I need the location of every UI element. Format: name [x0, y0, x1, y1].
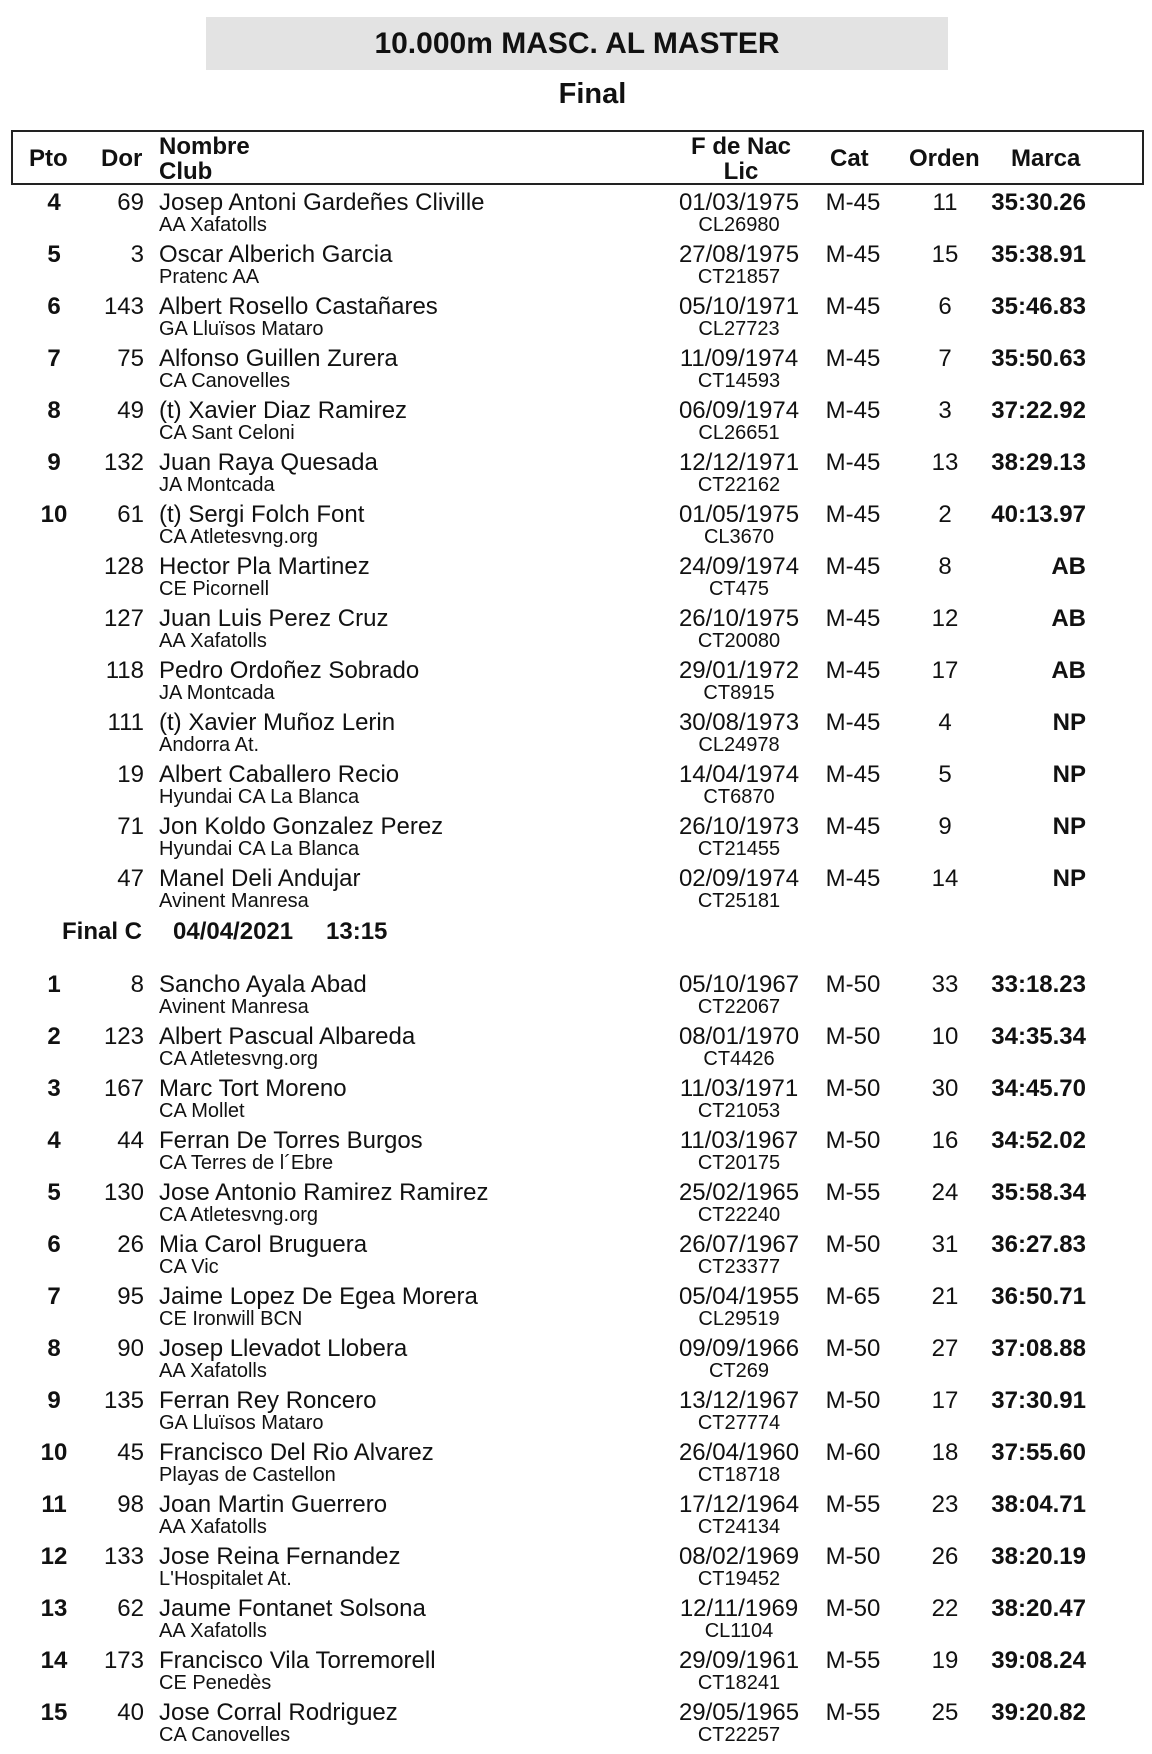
table-row	[0, 1647, 1152, 1699]
birth-date: 05/10/1971	[678, 293, 800, 320]
athlete-name: (t) Xavier Muñoz Lerin	[159, 709, 396, 736]
category: M-45	[825, 709, 881, 736]
category: M-50	[825, 1387, 881, 1414]
club-name: CA Vic	[159, 1256, 219, 1278]
category: M-45	[825, 553, 881, 580]
athlete-name: (t) Xavier Diaz Ramirez	[159, 397, 408, 424]
athlete-name: Jose Reina Fernandez	[159, 1543, 401, 1570]
athlete-name: Juan Luis Perez Cruz	[159, 605, 389, 632]
dor: 8	[130, 971, 144, 998]
club-name: CA Terres de l´Ebre	[159, 1152, 334, 1174]
license: CL3670	[703, 526, 775, 548]
license: CT21857	[697, 266, 781, 288]
category: M-45	[825, 397, 881, 424]
dor: 143	[103, 293, 144, 320]
category: M-55	[825, 1647, 881, 1674]
pto: 7	[47, 1283, 61, 1310]
club-name: CA Atletesvng.org	[159, 1204, 318, 1226]
order: 13	[931, 449, 959, 476]
pto: 3	[47, 1075, 61, 1102]
athlete-name: Ferran Rey Roncero	[159, 1387, 377, 1414]
license: CT18718	[697, 1464, 781, 1486]
category: M-50	[825, 971, 881, 998]
category: M-50	[825, 1231, 881, 1258]
license: CT8915	[703, 682, 775, 704]
order: 5	[938, 761, 952, 788]
license: CL24978	[698, 734, 780, 756]
category: M-45	[825, 657, 881, 684]
athlete-name: Joan Martin Guerrero	[159, 1491, 388, 1518]
license: CT24134	[697, 1516, 781, 1538]
birth-date: 02/09/1974	[678, 865, 800, 892]
column-orden: Orden	[909, 145, 980, 172]
club-name: CE Penedès	[159, 1672, 272, 1694]
license: CT21455	[697, 838, 781, 860]
mark: 37:22.92	[991, 397, 1086, 424]
pto: 9	[47, 1387, 61, 1414]
pto: 4	[47, 189, 61, 216]
dor: 123	[103, 1023, 144, 1050]
page-subtitle: Final	[558, 78, 627, 110]
category: M-45	[825, 293, 881, 320]
birth-date: 29/01/1972	[678, 657, 800, 684]
dor: 167	[103, 1075, 144, 1102]
table-row	[0, 293, 1152, 345]
birth-date: 05/04/1955	[678, 1283, 800, 1310]
athlete-name: Francisco Vila Torremorell	[159, 1647, 436, 1674]
club-name: Hyundai CA La Blanca	[159, 786, 360, 808]
license: CT25181	[697, 890, 781, 912]
table-row	[0, 1179, 1152, 1231]
club-name: CE Ironwill BCN	[159, 1308, 303, 1330]
table-row	[0, 971, 1152, 1023]
dor: 130	[103, 1179, 144, 1206]
mark: 40:13.97	[991, 501, 1086, 528]
birth-date: 01/05/1975	[678, 501, 800, 528]
pto: 9	[47, 449, 61, 476]
mark: 36:27.83	[991, 1231, 1086, 1258]
category: M-60	[825, 1439, 881, 1466]
order: 12	[931, 605, 959, 632]
mark: NP	[1052, 709, 1086, 736]
club-name: Hyundai CA La Blanca	[159, 838, 360, 860]
birth-date: 14/04/1974	[678, 761, 800, 788]
dor: 173	[103, 1647, 144, 1674]
table-row	[0, 1335, 1152, 1387]
club-name: AA Xafatolls	[159, 630, 267, 652]
category: M-50	[825, 1023, 881, 1050]
pto: 10	[40, 501, 68, 528]
order: 16	[931, 1127, 959, 1154]
order: 2	[938, 501, 952, 528]
pto: 2	[47, 1023, 61, 1050]
birth-date: 12/11/1969	[679, 1595, 799, 1622]
section-date: 04/04/2021	[173, 918, 294, 945]
table-row	[0, 1023, 1152, 1075]
dor: 26	[117, 1231, 144, 1258]
order: 27	[931, 1335, 959, 1362]
club-name: CA Canovelles	[159, 1724, 291, 1746]
column-marca: Marca	[1011, 145, 1081, 172]
license: CL26980	[698, 214, 780, 236]
table-row	[0, 553, 1152, 605]
order: 8	[938, 553, 952, 580]
category: M-45	[825, 865, 881, 892]
dor: 49	[117, 397, 144, 424]
section-header	[0, 918, 1152, 948]
table-row	[0, 605, 1152, 657]
dor: 90	[117, 1335, 144, 1362]
order: 17	[931, 657, 959, 684]
dor: 133	[103, 1543, 144, 1570]
athlete-name: (t) Sergi Folch Font	[159, 501, 365, 528]
birth-date: 26/04/1960	[678, 1439, 800, 1466]
column-club: Club	[159, 158, 213, 185]
table-row	[0, 1127, 1152, 1179]
club-name: Andorra At.	[159, 734, 260, 756]
club-name: CA Canovelles	[159, 370, 291, 392]
athlete-name: Albert Rosello Castañares	[159, 293, 438, 320]
category: M-55	[825, 1491, 881, 1518]
mark: 34:35.34	[991, 1023, 1086, 1050]
table-row	[0, 1075, 1152, 1127]
birth-date: 24/09/1974	[678, 553, 800, 580]
category: M-45	[825, 605, 881, 632]
license: CT4426	[703, 1048, 775, 1070]
order: 21	[931, 1283, 959, 1310]
club-name: AA Xafatolls	[159, 1516, 267, 1538]
mark: NP	[1052, 813, 1086, 840]
category: M-65	[825, 1283, 881, 1310]
mark: 35:38.91	[991, 241, 1086, 268]
mark: 34:52.02	[991, 1127, 1086, 1154]
pto: 11	[41, 1491, 67, 1518]
mark: AB	[1051, 553, 1086, 580]
license: CT269	[708, 1360, 770, 1382]
license: CT20175	[697, 1152, 781, 1174]
mark: 34:45.70	[991, 1075, 1086, 1102]
mark: 37:55.60	[991, 1439, 1086, 1466]
mark: 38:20.47	[991, 1595, 1086, 1622]
dor: 135	[103, 1387, 144, 1414]
column-nombre: Nombre	[159, 133, 250, 160]
birth-date: 09/09/1966	[678, 1335, 800, 1362]
dor: 128	[103, 553, 144, 580]
mark: 33:18.23	[991, 971, 1086, 998]
pto: 5	[47, 241, 61, 268]
mark: 35:46.83	[991, 293, 1086, 320]
license: CT22257	[697, 1724, 781, 1746]
order: 30	[931, 1075, 959, 1102]
category: M-45	[825, 761, 881, 788]
club-name: GA Lluïsos Mataro	[159, 318, 324, 340]
order: 19	[931, 1647, 959, 1674]
club-name: JA Montcada	[159, 474, 275, 496]
club-name: Playas de Castellon	[159, 1464, 336, 1486]
birth-date: 25/02/1965	[678, 1179, 800, 1206]
category: M-50	[825, 1595, 881, 1622]
mark: NP	[1052, 761, 1086, 788]
club-name: AA Xafatolls	[159, 214, 267, 236]
table-row	[0, 501, 1152, 553]
column-dor: Dor	[101, 145, 143, 172]
license: CT21053	[697, 1100, 781, 1122]
category: M-45	[825, 449, 881, 476]
license: CT22067	[697, 996, 781, 1018]
club-name: GA Lluïsos Mataro	[159, 1412, 324, 1434]
pto: 8	[47, 1335, 61, 1362]
license: CT6870	[703, 786, 775, 808]
club-name: Pratenc AA	[159, 266, 260, 288]
order: 22	[931, 1595, 959, 1622]
license: CT22240	[697, 1204, 781, 1226]
athlete-name: Ferran De Torres Burgos	[159, 1127, 423, 1154]
category: M-55	[825, 1179, 881, 1206]
license: CT14593	[697, 370, 781, 392]
table-row	[0, 761, 1152, 813]
dor: 111	[107, 709, 144, 736]
mark: 37:30.91	[991, 1387, 1086, 1414]
mark: 38:04.71	[991, 1491, 1086, 1518]
pto: 8	[47, 397, 61, 424]
category: M-45	[825, 813, 881, 840]
table-row	[0, 657, 1152, 709]
pto: 6	[47, 1231, 61, 1258]
table-row	[0, 1283, 1152, 1335]
mark: 35:58.34	[991, 1179, 1086, 1206]
pto: 6	[47, 293, 61, 320]
order: 24	[931, 1179, 959, 1206]
birth-date: 26/10/1975	[678, 605, 800, 632]
section-time: 13:15	[326, 918, 388, 945]
athlete-name: Hector Pla Martinez	[159, 553, 370, 580]
dor: 127	[103, 605, 144, 632]
mark: 39:20.82	[991, 1699, 1086, 1726]
license: CL1104	[704, 1620, 774, 1642]
athlete-name: Josep Llevadot Llobera	[159, 1335, 408, 1362]
mark: 36:50.71	[991, 1283, 1086, 1310]
order: 25	[931, 1699, 959, 1726]
order: 11	[932, 189, 958, 216]
column-lic: Lic	[723, 158, 759, 185]
table-row	[0, 1543, 1152, 1595]
athlete-name: Manel Deli Andujar	[159, 865, 361, 892]
mark: 37:08.88	[991, 1335, 1086, 1362]
category: M-45	[825, 241, 881, 268]
birth-date: 13/12/1967	[678, 1387, 800, 1414]
athlete-name: Sancho Ayala Abad	[159, 971, 367, 998]
athlete-name: Francisco Del Rio Alvarez	[159, 1439, 434, 1466]
mark: 38:29.13	[991, 449, 1086, 476]
license: CT22162	[697, 474, 781, 496]
table-row	[0, 1387, 1152, 1439]
club-name: AA Xafatolls	[159, 1620, 267, 1642]
athlete-name: Pedro Ordoñez Sobrado	[159, 657, 420, 684]
pto: 5	[47, 1179, 61, 1206]
category: M-50	[825, 1543, 881, 1570]
dor: 45	[117, 1439, 144, 1466]
mark: 39:08.24	[991, 1647, 1086, 1674]
mark: AB	[1051, 605, 1086, 632]
license: CT18241	[697, 1672, 781, 1694]
order: 14	[931, 865, 959, 892]
dor: 132	[103, 449, 144, 476]
order: 7	[938, 345, 952, 372]
club-name: CA Atletesvng.org	[159, 526, 318, 548]
athlete-name: Jose Antonio Ramirez Ramirez	[159, 1179, 489, 1206]
column-fnac: F de Nac	[690, 133, 792, 160]
birth-date: 12/12/1971	[678, 449, 800, 476]
birth-date: 11/09/1974	[679, 345, 799, 372]
table-row	[0, 1439, 1152, 1491]
birth-date: 05/10/1967	[678, 971, 800, 998]
table-row	[0, 397, 1152, 449]
pto: 15	[40, 1699, 68, 1726]
pto: 13	[40, 1595, 68, 1622]
dor: 62	[117, 1595, 144, 1622]
club-name: CA Atletesvng.org	[159, 1048, 318, 1070]
dor: 98	[117, 1491, 144, 1518]
athlete-name: Jon Koldo Gonzalez Perez	[159, 813, 444, 840]
birth-date: 06/09/1974	[678, 397, 800, 424]
table-row	[0, 865, 1152, 917]
dor: 40	[117, 1699, 144, 1726]
dor: 19	[117, 761, 144, 788]
pto: 1	[47, 971, 61, 998]
order: 17	[931, 1387, 959, 1414]
mark: 35:50.63	[991, 345, 1086, 372]
order: 6	[938, 293, 952, 320]
section-label: Final C	[62, 918, 143, 945]
athlete-name: Marc Tort Moreno	[159, 1075, 347, 1102]
order: 23	[931, 1491, 959, 1518]
order: 18	[931, 1439, 959, 1466]
table-row	[0, 709, 1152, 761]
license: CT23377	[697, 1256, 781, 1278]
category: M-45	[825, 501, 881, 528]
birth-date: 01/03/1975	[678, 189, 800, 216]
license: CL26651	[698, 422, 780, 444]
table-row	[0, 1595, 1152, 1647]
club-name: L'Hospitalet At.	[159, 1568, 292, 1590]
mark: 38:20.19	[991, 1543, 1086, 1570]
order: 26	[931, 1543, 959, 1570]
birth-date: 29/09/1961	[678, 1647, 800, 1674]
table-row	[0, 449, 1152, 501]
order: 3	[938, 397, 952, 424]
birth-date: 11/03/1967	[679, 1127, 799, 1154]
pto: 10	[40, 1439, 68, 1466]
club-name: JA Montcada	[159, 682, 275, 704]
club-name: Avinent Manresa	[159, 996, 309, 1018]
page-title: 10.000m MASC. AL MASTER	[206, 17, 948, 70]
athlete-name: Jose Corral Rodriguez	[159, 1699, 398, 1726]
birth-date: 11/03/1971	[679, 1075, 799, 1102]
birth-date: 08/02/1969	[678, 1543, 800, 1570]
athlete-name: Jaime Lopez De Egea Morera	[159, 1283, 478, 1310]
order: 9	[938, 813, 952, 840]
table-row	[0, 345, 1152, 397]
pto: 14	[40, 1647, 68, 1674]
dor: 118	[105, 657, 144, 684]
category: M-55	[825, 1699, 881, 1726]
birth-date: 29/05/1965	[678, 1699, 800, 1726]
category: M-45	[825, 345, 881, 372]
mark: NP	[1052, 865, 1086, 892]
athlete-name: Juan Raya Quesada	[159, 449, 378, 476]
license: CL27723	[698, 318, 780, 340]
table-row	[0, 1231, 1152, 1283]
club-name: CA Mollet	[159, 1100, 245, 1122]
athlete-name: Albert Caballero Recio	[159, 761, 400, 788]
club-name: CA Sant Celoni	[159, 422, 295, 444]
order: 15	[931, 241, 959, 268]
club-name: AA Xafatolls	[159, 1360, 267, 1382]
order: 33	[931, 971, 959, 998]
category: M-50	[825, 1127, 881, 1154]
license: CT19452	[697, 1568, 781, 1590]
dor: 44	[117, 1127, 144, 1154]
dor: 75	[117, 345, 144, 372]
table-row	[0, 1699, 1152, 1751]
category: M-50	[825, 1335, 881, 1362]
athlete-name: Josep Antoni Gardeñes Cliville	[159, 189, 485, 216]
athlete-name: Mia Carol Bruguera	[159, 1231, 368, 1258]
dor: 3	[130, 241, 144, 268]
dor: 95	[117, 1283, 144, 1310]
pto: 7	[47, 345, 61, 372]
column-pto: Pto	[29, 145, 68, 172]
birth-date: 30/08/1973	[678, 709, 800, 736]
birth-date: 17/12/1964	[678, 1491, 800, 1518]
club-name: Avinent Manresa	[159, 890, 309, 912]
category: M-50	[825, 1075, 881, 1102]
table-row	[0, 813, 1152, 865]
birth-date: 26/07/1967	[678, 1231, 800, 1258]
club-name: CE Picornell	[159, 578, 270, 600]
athlete-name: Jaume Fontanet Solsona	[159, 1595, 426, 1622]
dor: 71	[117, 813, 144, 840]
column-cat: Cat	[830, 145, 869, 172]
dor: 47	[117, 865, 144, 892]
mark: AB	[1051, 657, 1086, 684]
birth-date: 27/08/1975	[678, 241, 800, 268]
pto: 4	[47, 1127, 61, 1154]
pto: 12	[40, 1543, 68, 1570]
order: 10	[931, 1023, 959, 1050]
dor: 61	[117, 501, 144, 528]
license: CL29519	[698, 1308, 780, 1330]
category: M-45	[825, 189, 881, 216]
license: CT27774	[697, 1412, 781, 1434]
order: 4	[938, 709, 952, 736]
table-row	[0, 1491, 1152, 1543]
birth-date: 26/10/1973	[678, 813, 800, 840]
athlete-name: Oscar Alberich Garcia	[159, 241, 393, 268]
birth-date: 08/01/1970	[678, 1023, 800, 1050]
table-row	[0, 241, 1152, 293]
dor: 69	[117, 189, 144, 216]
athlete-name: Alfonso Guillen Zurera	[159, 345, 398, 372]
mark: 35:30.26	[991, 189, 1086, 216]
order: 31	[931, 1231, 959, 1258]
table-row	[0, 189, 1152, 241]
license: CT475	[708, 578, 770, 600]
athlete-name: Albert Pascual Albareda	[159, 1023, 416, 1050]
license: CT20080	[697, 630, 781, 652]
